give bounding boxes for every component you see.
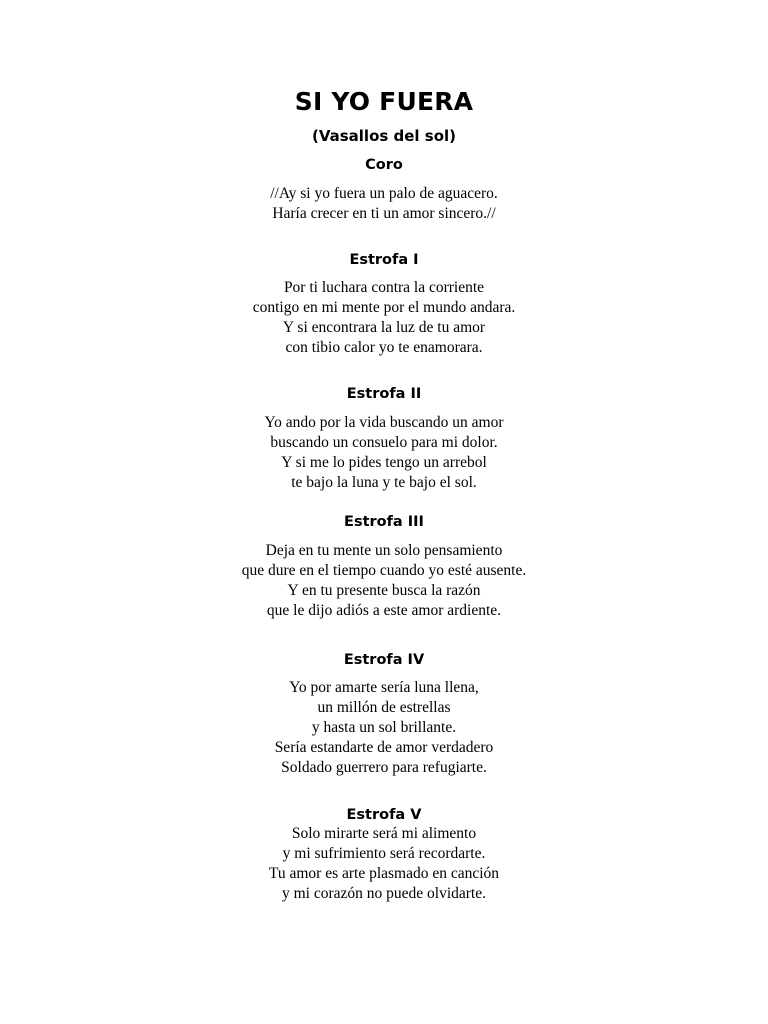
lyric-line: con tibio calor yo te enamorara. — [285, 339, 483, 356]
lyric-line: Yo ando por la vida buscando un amor — [264, 414, 504, 431]
lyric-line: Y en tu presente busca la razón — [287, 582, 481, 599]
lyric-line: Sería estandarte de amor verdadero — [274, 739, 494, 756]
song-title: SI YO FUERA — [294, 87, 474, 116]
lyric-line: buscando un consuelo para mi dolor. — [270, 434, 498, 451]
lyric-line: //Ay si yo fuera un palo de aguacero. — [270, 185, 498, 202]
lyric-line: te bajo la luna y te bajo el sol. — [291, 474, 477, 491]
lyric-line: contigo en mi mente por el mundo andara. — [252, 299, 516, 316]
lyric-line: Deja en tu mente un solo pensamiento — [265, 542, 503, 559]
section-lines-estrofa-4 — [0, 678, 768, 778]
lyric-line: Soldado guerrero para refugiarte. — [281, 759, 487, 776]
section-heading-estrofa-2: Estrofa II — [346, 386, 422, 402]
section-lines-estrofa-5 — [0, 824, 768, 904]
section-lines-estrofa-1 — [0, 278, 768, 358]
lyric-line: Tu amor es arte plasmado en canción — [268, 865, 500, 882]
lyric-line: un millón de estrellas — [317, 699, 451, 716]
section-heading-estrofa-1: Estrofa I — [349, 252, 419, 268]
lyric-line: Y si me lo pides tengo un arrebol — [281, 454, 487, 471]
section-heading-estrofa-5: Estrofa V — [346, 807, 422, 823]
lyric-line: que dure en el tiempo cuando yo esté ausente. — [241, 562, 527, 579]
section-lines-estrofa-3 — [0, 541, 768, 621]
lyric-line: y mi sufrimiento será recordarte. — [282, 845, 486, 862]
section-heading-estrofa-3: Estrofa III — [344, 514, 424, 530]
section-heading-coro: Coro — [365, 157, 403, 173]
section-lines-estrofa-2 — [0, 413, 768, 493]
lyric-line: que le dijo adiós a este amor ardiente. — [266, 602, 502, 619]
lyric-line: Haría crecer en ti un amor sincero.// — [272, 205, 496, 222]
lyric-line: Solo mirarte será mi alimento — [291, 825, 477, 842]
lyric-line: y mi corazón no puede olvidarte. — [281, 885, 486, 902]
section-heading-estrofa-4: Estrofa IV — [343, 652, 425, 668]
lyric-line: Por ti luchara contra la corriente — [283, 279, 485, 296]
lyric-line: Yo por amarte sería luna llena, — [289, 679, 479, 696]
lyric-line: Y si encontrara la luz de tu amor — [282, 319, 486, 336]
song-subtitle: (Vasallos del sol) — [311, 127, 457, 145]
section-lines-coro — [0, 184, 768, 224]
lyric-line: y hasta un sol brillante. — [311, 719, 457, 736]
